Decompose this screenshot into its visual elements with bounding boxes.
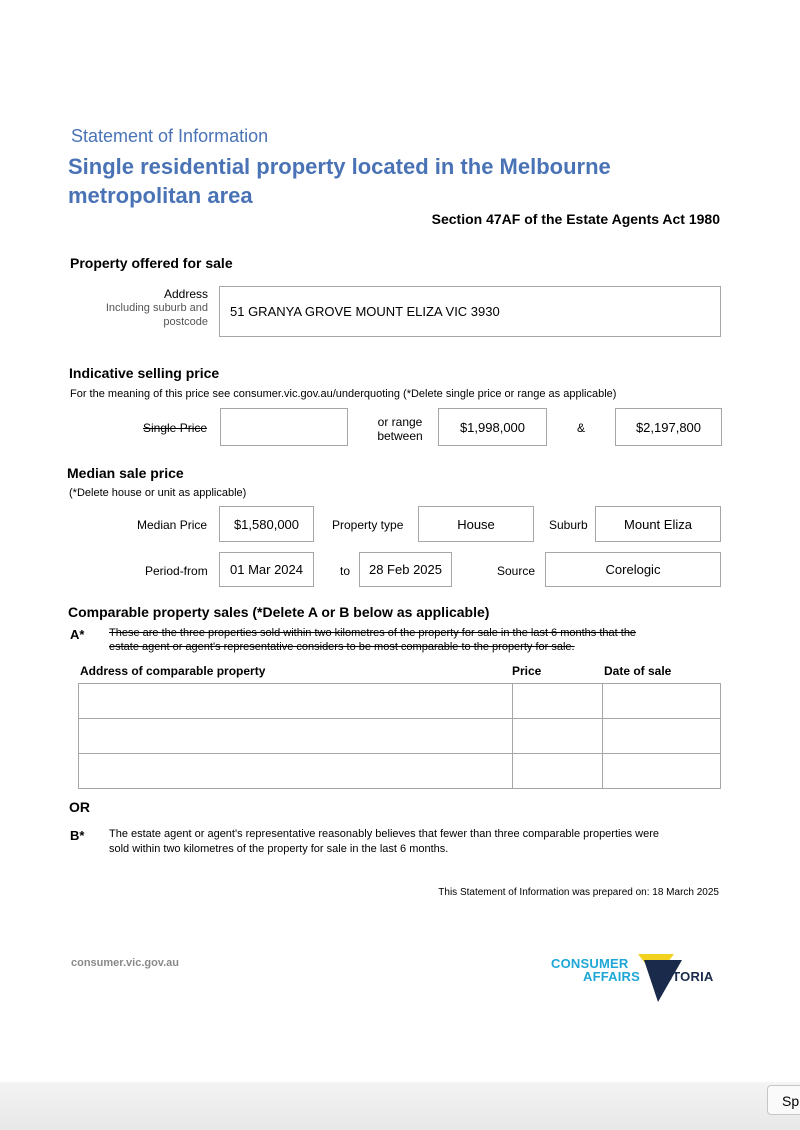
period-from-field[interactable]: 01 Mar 2024: [219, 552, 314, 587]
comparable-price-cell[interactable]: [513, 684, 603, 719]
property-type-label: Property type: [332, 518, 404, 532]
address-sublabel-2: postcode: [163, 316, 208, 328]
median-note: (*Delete house or unit as applicable): [69, 487, 247, 499]
range-label-2: between: [377, 429, 423, 443]
period-to-field[interactable]: 28 Feb 2025: [359, 552, 452, 587]
median-price-label: Median Price: [137, 518, 208, 532]
act-reference: Section 47AF of the Estate Agents Act 1980: [431, 211, 720, 227]
period-from-label: Period-from: [145, 564, 208, 578]
single-price-field[interactable]: [220, 408, 348, 446]
comparable-table: [78, 683, 721, 789]
suburb-label: Suburb: [549, 518, 588, 532]
col-address-header: Address of comparable property: [80, 664, 266, 678]
comparable-address-cell[interactable]: [79, 684, 513, 719]
comparable-price-cell[interactable]: [513, 754, 603, 789]
viewer-bottom-bar: [0, 1082, 800, 1130]
comparable-date-cell[interactable]: [603, 719, 721, 754]
option-a-line-2: estate agent or agent's representative considers to be most comparable to the property for sale.: [109, 641, 575, 653]
col-price-header: Price: [512, 664, 542, 678]
option-b-line-1: The estate agent or agent's representative reasonably believes that fewer than three comparable properties were: [109, 828, 659, 840]
suburb-field[interactable]: Mount Eliza: [595, 506, 721, 542]
comparable-section-title: Comparable property sales (*Delete A or B below as applicable): [68, 604, 490, 620]
comparable-address-cell[interactable]: [79, 754, 513, 789]
range-low-field[interactable]: $1,998,000: [438, 408, 547, 446]
table-row: [79, 754, 721, 789]
address-sublabel-1: Including suburb and: [105, 302, 208, 314]
property-section-title: Property offered for sale: [70, 255, 233, 271]
median-section-title: Median sale price: [67, 465, 184, 481]
comparable-price-cell[interactable]: [513, 719, 603, 754]
range-high-field[interactable]: $2,197,800: [615, 408, 722, 446]
footer-website: consumer.vic.gov.au: [71, 957, 180, 969]
source-label: Source: [497, 564, 536, 578]
or-label: OR: [69, 799, 90, 815]
viewer-button[interactable]: Sp: [767, 1085, 800, 1115]
comparable-date-cell[interactable]: [603, 754, 721, 789]
main-title: Single residential property located in the Melbourne metropolitan area: [68, 154, 611, 208]
source-field[interactable]: Corelogic: [545, 552, 721, 587]
table-row: [79, 719, 721, 754]
indicative-section-title: Indicative selling price: [69, 365, 220, 381]
comparable-address-cell[interactable]: [79, 719, 513, 754]
logo-word: VICTORIA: [650, 969, 714, 984]
option-b-line-2: sold within two kilometres of the property for sale in the last 6 months.: [109, 843, 449, 855]
prepared-on: This Statement of Information was prepared on: 18 March 2025: [438, 887, 719, 898]
indicative-note: For the meaning of this price see consumer.vic.gov.au/underquoting (*Delete single price or range as applicable): [70, 388, 617, 400]
option-b-marker: B*: [70, 828, 85, 843]
option-a-line-1: These are the three properties sold within two kilometres of the property for sale in the last 6 months that the: [109, 627, 637, 639]
consumer-affairs-victoria-logo: [550, 952, 725, 1007]
single-price-label: Single Price: [143, 421, 208, 435]
to-label: to: [340, 564, 351, 578]
option-a-marker: A*: [70, 627, 85, 642]
statement-title: Statement of Information: [71, 126, 269, 146]
logo-line-2: AFFAIRS: [583, 969, 641, 984]
col-date-header: Date of sale: [604, 664, 672, 678]
range-label-1: or range: [377, 415, 423, 429]
address-field[interactable]: 51 GRANYA GROVE MOUNT ELIZA VIC 3930: [219, 286, 721, 337]
address-label: Address: [163, 287, 208, 301]
table-row: [79, 684, 721, 719]
logo-line-1: CONSUMER: [551, 956, 629, 971]
median-price-field[interactable]: $1,580,000: [219, 506, 314, 542]
and-label: &: [577, 421, 586, 435]
comparable-date-cell[interactable]: [603, 684, 721, 719]
property-type-field[interactable]: House: [418, 506, 534, 542]
